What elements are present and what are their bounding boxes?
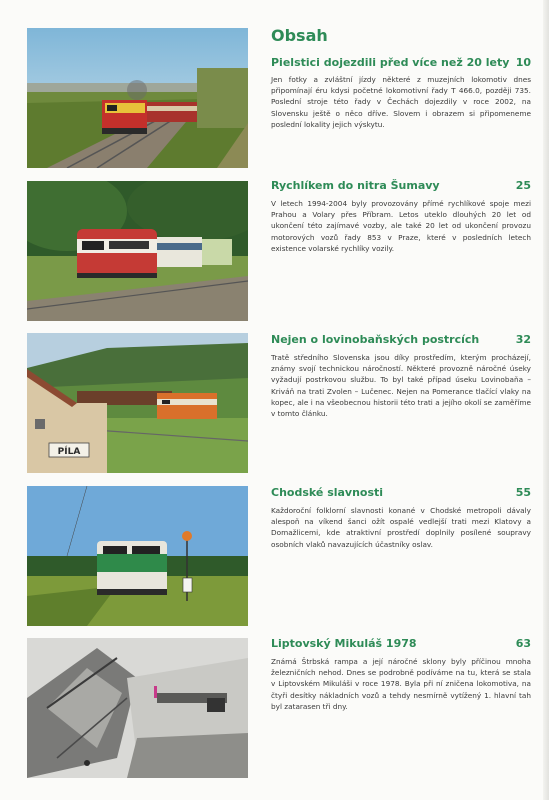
- train-photo: [27, 28, 248, 168]
- train-photo: [27, 333, 248, 473]
- entry-title[interactable]: Nejen o lovinobaňských postrcích: [271, 333, 480, 346]
- entry-description: V letech 1994-2004 byly provozovány přímé rychlíkové spoje mezi Prahou a Volary přes Příbram. Letos uteklo dlouhých 20 let od ukončení této zajímavé vozby, ale také 20 let od ukončení provozu motorových vozů řady 853 v Praze, které v posledních letech existence volarské rychlíky vozily.: [271, 199, 531, 253]
- station-sign-text: PÍLA: [57, 447, 81, 457]
- entry-description: Známá Štrbská rampa a její náročné sklony byly příčinou mnoha železničních nehod. Dnes se podrobně podíváme na tu, která se stala v Liptovském Mikuláši v roce 1978. Byla při ní zničena lokomotiva, na čtyři desítky nákladních vozů a tehdy nesmírně vytížený 1. hlavní tah byl zatarasen tři dny.: [271, 657, 531, 711]
- entry-page-number[interactable]: 25: [515, 179, 531, 192]
- entry-page-number[interactable]: 55: [515, 486, 531, 499]
- entry-title[interactable]: Rychlíkem do nitra Šumavy: [271, 179, 440, 192]
- entry-title[interactable]: Pielstici dojezdili před více než 20 lety: [271, 56, 510, 69]
- train-photo: [27, 181, 248, 321]
- entry-title[interactable]: Liptovský Mikuláš 1978: [271, 637, 417, 650]
- page-edge: [543, 0, 549, 800]
- entry-page-number[interactable]: 63: [515, 637, 531, 650]
- entry-description: Každoroční folklorní slavnosti konané v Chodské metropoli dávaly alespoň na víkend šanci ožít ospalé vedlejší trati mezi Klatovy a Domažlicemi, kde atraktivní prostředí doplnily posílené soupravy osobních vlaků navazujících účastníky oslav.: [271, 506, 531, 549]
- page-title: Obsah: [271, 26, 328, 45]
- train-photo: [27, 486, 248, 626]
- train-wreck-photo: [27, 638, 248, 778]
- entry-description: Tratě středního Slovenska jsou díky prostředím, kterým procházejí, známy svojí technickou náročností. Některé provozně náročné úseky vyžadují postrkovou službu. To byl také případ úseku Lovinobaňa – Kriváň na trati Zvolen – Lučenec. Nejen na Pomerance tlačící vlaky na kopec, ale i na všeobecnou historii této trati a jejího okolí se zaměříme v tomto článku.: [271, 353, 531, 419]
- entry-page-number[interactable]: 32: [515, 333, 531, 346]
- entry-description: Jen fotky a zvláštní jízdy některé z muzejních lokomotiv dnes připomínají éru kdysi početné lokomotivní řady T 466.0, později 735. Poslední stroje této řady v Čechách dojezdily v roce 2002, na Slovensku ještě o něco dříve. Slovem i obrazem si připomeneme poslední lokality jejich výskytu.: [271, 75, 531, 129]
- entry-page-number[interactable]: 10: [515, 56, 531, 69]
- entry-title[interactable]: Chodské slavnosti: [271, 486, 384, 499]
